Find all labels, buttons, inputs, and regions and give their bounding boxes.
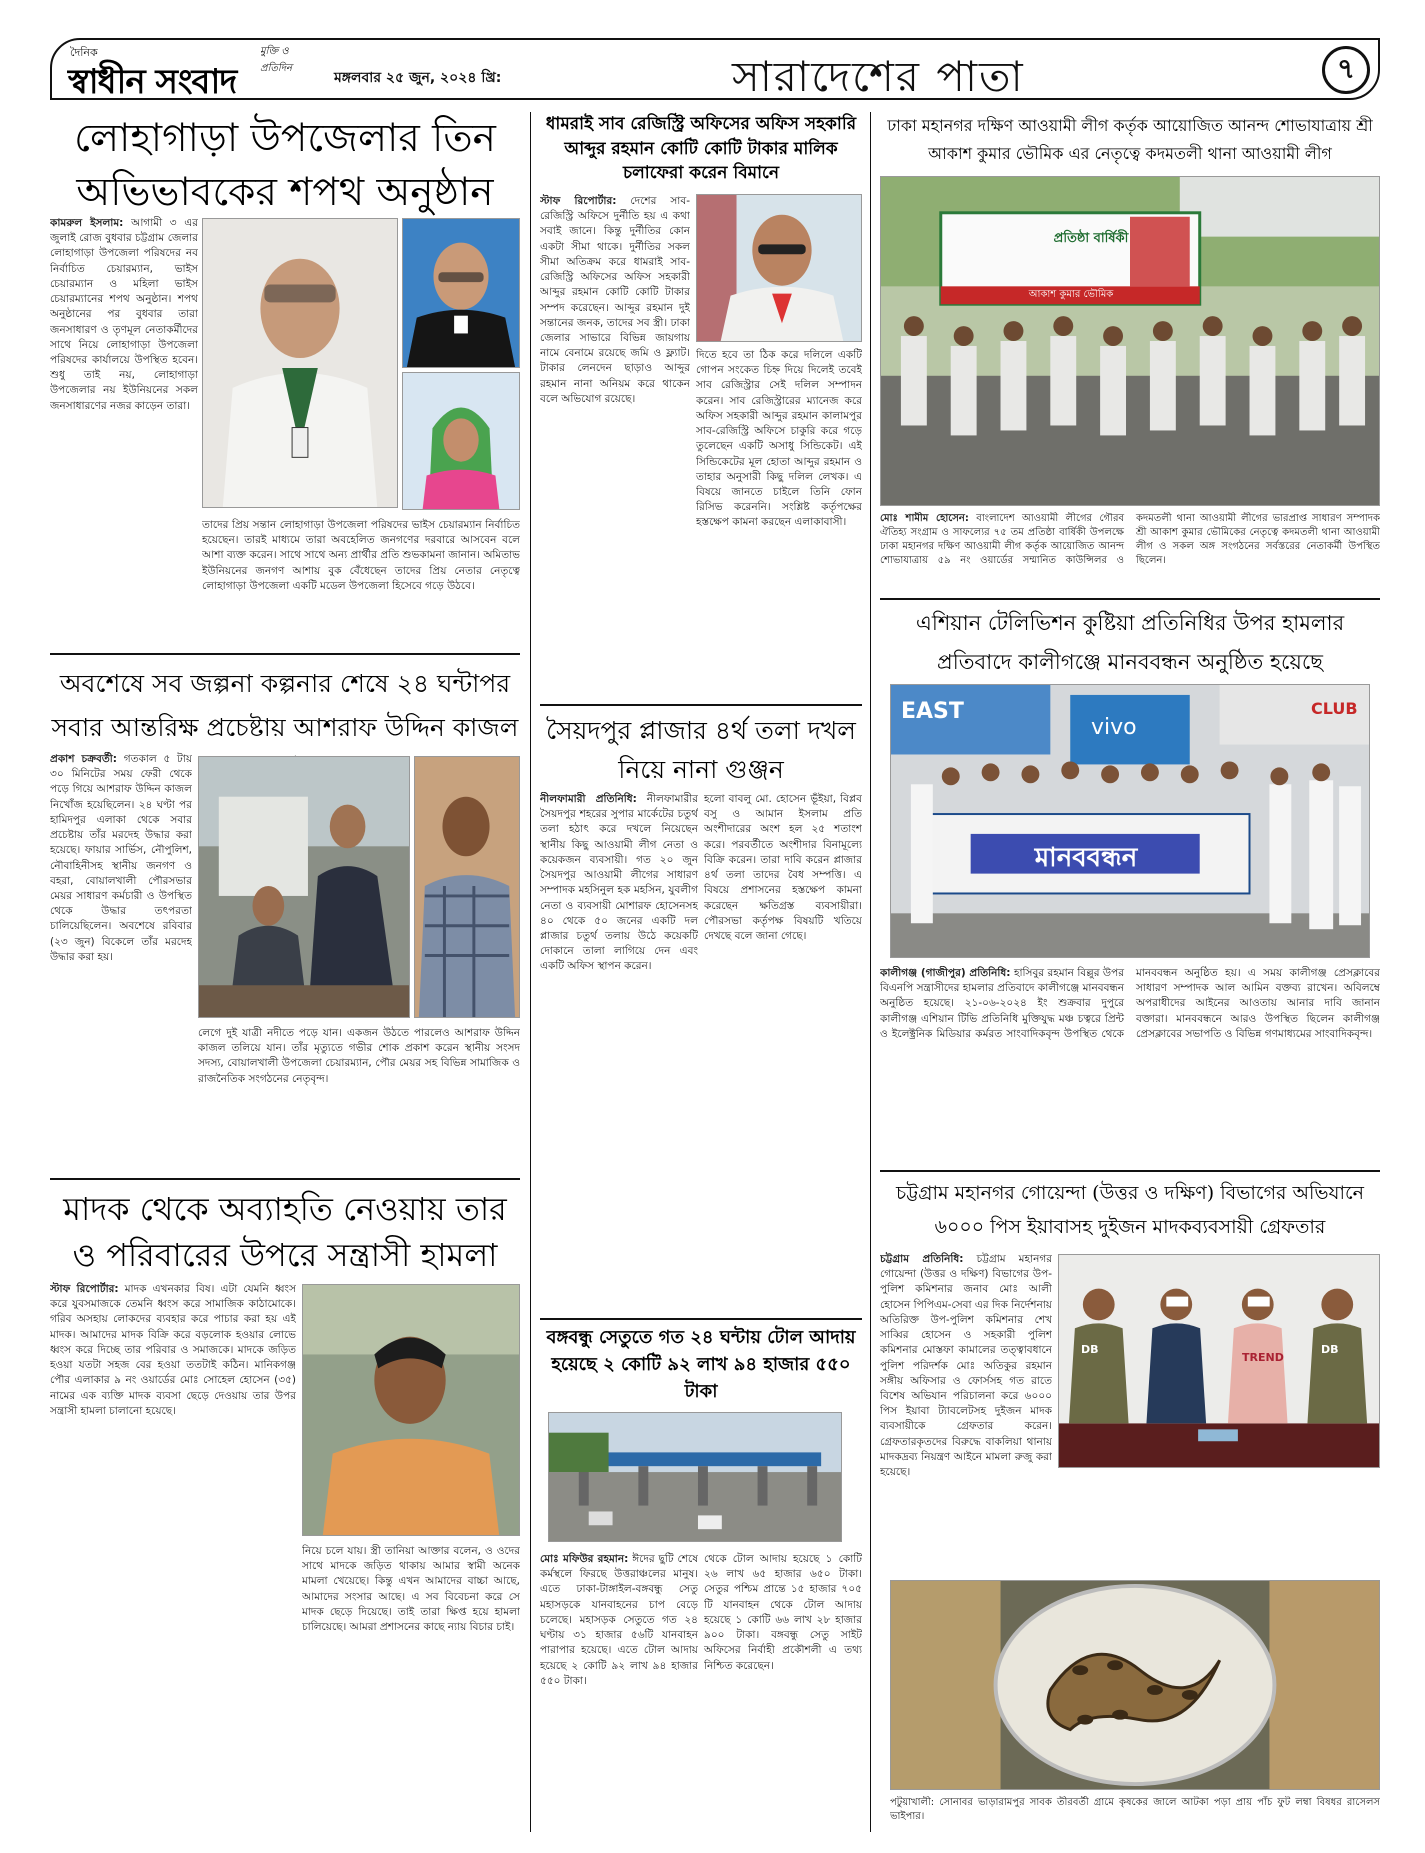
article-byline: স্টাফ রিপোর্টার: [540, 195, 617, 207]
article-text: গতকাল ৫ টায় ৩০ মিনিটের সময় ফেরী থেকে পড়ে গিয়ে আশরাফ উদ্দিন কাজল নিখোঁজ হয়েছিলেন। ২৪ ঘণ্টা পর হামিদপুর এলাকা থেকে সবার প্রচেষ্টায় তাঁর মরদেহ উদ্ধার করা হয়েছে। ফায়ার সার্ভিস, নৌপুলিশ, নৌবাহিনীসহ স্থানীয় জনগণ ও বহরা, বোয়ালখালী পৌরসভার মেয়র সাধারণ কর্মচারী ও উপস্থিত থেকে উদ্ধার তৎপরতা চালিয়েছিলেন। অবশেষে রবিবার (২৩ জুন) বিকেলে তাঁর মরদেহ উদ্ধার করা হয়। [50, 753, 192, 963]
article-headline[interactable]: ধামরাই সাব রেজিস্ট্রি অফিসের অফিস সহকারি আব্দুর রহমান কোটি কোটি টাকার মালিক চলাফেরা করেন বিমানে [545, 114, 857, 184]
article-body-continued: দিতে হবে তা ঠিক করে দলিলে একটি গোপন সংকেত চিহ্ন দিয়ে দিলেই তবেই সাব রেজিস্ট্রার সেই দলিল সম্পাদন করেন। সাব রেজিস্ট্রারের ম্যানেজ করে অফিস সহকারী আব্দুর রহমান কালামপুর সাব-রেজিস্ট্রি অফিসে চাকুরি করে গড়ে তুলেছেন একটি অসাধু সিন্ডিকেট। এই সিন্ডিকেটের মূল হোতা আব্দুর রহমান ও তাহার অনুসারী কিছু দলিল লেখক। এ বিষয়ে জানতে চাইলে তিনি ফোন রিসিভ করেননি। সংশ্লিষ্ট কর্তৃপক্ষের হস্তক্ষেপ কামনা করছেন এলাকাবাসী। [696, 349, 862, 529]
human-chain-photo [890, 684, 1370, 958]
page-number-badge: ৭ [1322, 46, 1370, 94]
article-body-continued: লেগে দুই যাত্রী নদীতে পড়ে যান। একজন উঠতে পারলেও আশরাফ উদ্দিন কাজল তলিয়ে যান। তাঁর মৃত্যুতে গভীর শোক প্রকাশ করেন স্থানীয় সংসদ সদস্য, বোয়ালখালী উপজেলা চেয়ারম্যান, পৌর মেয়র সহ বিভিন্ন সামাজিক ও রাজনৈতিক সংগঠনের নেতৃবৃন্দ। [198, 1027, 520, 1085]
article-headline[interactable]: এশিয়ান টেলিভিশন কুষ্টিয়া প্রতিনিধির উপর হামলার প্রতিবাদে কালীগঞ্জে মানববন্ধন অনুষ্ঠিত হয়েছে [915, 611, 1345, 674]
section-rule [540, 1318, 862, 1320]
article-body [880, 1252, 1052, 1564]
article-body [540, 1552, 698, 1832]
article-lohagara [50, 112, 520, 220]
portrait-photo [402, 218, 520, 368]
storefront-sign: vivo [1091, 715, 1137, 740]
column-divider [870, 112, 871, 1832]
article-body-continued: হলো বাবলু মো. হোসেন ভূঁইয়া, বিপ্লব বসু ও আমান ইসলাম প্রতি অংশীদারের অংশ হল ২৫ শতাংশ করে। পরবর্তীতে অংশীদার বিনামূল্যে বিক্রি করেন। তারা দাবি করেন প্লাজার ৪র্থ তলা তাদের বৈধ সম্পত্তি। এ বিষয়ে প্রশাসনের হস্তক্ষেপ কামনা করেছেন ক্ষতিগ্রস্ত ব্যবসায়ীরা। পৌরসভা কর্তৃপক্ষ বিষয়টি খতিয়ে দেখছে বলে জানা গেছে। [704, 793, 862, 942]
article-body [50, 216, 198, 646]
article-headline[interactable]: বঙ্গবন্ধু সেতুতে গত ২৪ ঘন্টায় টোল আদায় হয়েছে ২ কোটি ৯২ লাখ ৯৪ হাজার ৫৫০ টাকা [546, 1327, 856, 1402]
article-body [540, 194, 690, 694]
rescue-photo [198, 756, 410, 1018]
article-byline: স্টাফ রিপোর্টার: [50, 1283, 119, 1295]
section-rule [540, 704, 862, 706]
banner-text: প্রতিষ্ঠা বার্ষিকী [1053, 231, 1129, 246]
section-rule [880, 598, 1380, 600]
article-text: ঈদের ছুটি শেষে কর্মস্থলে ফিরছে উত্তরাঞ্চলের মানুষ। এতে ঢাকা-টাঙ্গাইল-বঙ্গবন্ধু সেতু মহাসড়কে যানবাহনের চাপ বেড়ে চলেছে। মহাসড়ক সেতুতে গত ২৪ ঘণ্টায় ৩১ হাজার ৫৬টি যানবাহন পারাপার হয়েছে। এতে টোল আদায় হয়েছে ২ কোটি ৯২ লাখ ৯৪ হাজার ৫৫০ টাকা। [540, 1553, 698, 1687]
article-text: মাদক এখনকার বিষ। এটা যেমনি ধ্বংস করে যুবসমাজকে তেমনি ধ্বংস করে সামাজিক কাঠামোকে। গরিব অসহায় লোকদের ব্যবহার করে পাচার করা হয় এই মাদক। আমাদের মাদক বিক্রি করে বড়লোক হওয়ার লোভে ধ্বংস করে দিচ্ছে তার পরিবার ও সমাজকে। মাদকে জড়িত হওয়া যতটা সহজ বের হওয়া ততটাই কঠিন। মানিকগঞ্জ পৌর এলাকার ৯ নং ওয়ার্ডের মোঃ সোহেল হোসেন (৩৫) নামের এক ব্যক্তি মাদক ব্যবসা ছেড়ে দেওয়ায় তার উপর সন্ত্রাসী হামলা চালানো হয়েছে। [50, 1283, 296, 1417]
article-bridge-toll [540, 1324, 862, 1405]
logo-text: স্বাধীন সংবাদ [68, 62, 237, 102]
article-body [50, 1282, 296, 1832]
column-divider [530, 112, 531, 1832]
article-body [50, 752, 192, 1172]
photo-caption [880, 512, 1380, 592]
photo-caption: পটুয়াখালী: সোনাবর ভাড়ারামপুর সাবক তীরবর্তী গ্রামে কৃষকের জালে আটকা পড়া প্রায় পাঁচ ফুট লম্বা বিষধর রাসেলস ভাইপার। [890, 1797, 1380, 1822]
section-rule [880, 1170, 1380, 1172]
article-body [880, 966, 1380, 1162]
article-byline: কালীগঞ্জ (গাজীপুর) প্রতিনিধি: [880, 967, 1011, 979]
article-body-continued: থেকে টোল আদায় হয়েছে ১ কোটি ২৬ লাখ ৬৫ হাজার ৬৫০ টাকা। সেতুর পশ্চিম প্রান্তে ১৫ হাজার ৭০৫ টি যানবাহন থেকে টোল আদায় হয়েছে ১ কোটি ৬৬ লাখ ২৮ হাজার ৯০০ টাকা। বঙ্গবন্ধু সেতু সাইট অফিসের নির্বাহী প্রকৌশলী এ তথ্য নিশ্চিত করেছেন। [704, 1553, 862, 1672]
portrait-photo [402, 372, 520, 510]
article-text: দেশের সাব-রেজিস্ট্রি অফিসে দুর্নীতি হয় এ কথা সবাই জানে। কিন্তু দুর্নীতির কোন একটা সীমা থাকে। দুর্নীতির সকল সীমা অতিক্রম করে ধামরাই সাব-রেজিস্ট্রি অফিসের অফিস সহকারী আব্দুর রহমান কোটি কোটি টাকার সম্পদ করেছেন। আব্দুর রহমান দুই সন্তানের জনক, তাদের সব স্ত্রী। ঢাকা জেলার সাভারে বিভিন্ন জায়গায় নামে বেনামে রয়েছে জমি ও ফ্ল্যাট। টাকার লেনদেন ছাড়াও আব্দুর রহমান নানা অনিয়ম করে থাকেন বলে অভিযোগ রয়েছে। [540, 195, 690, 405]
article-headline[interactable]: মাদক থেকে অব্যাহতি নেওয়ায় তার ও পরিবারের উপরে সন্ত্রাসী হামলা [63, 1190, 507, 1275]
logo-small-label: দৈনিক [70, 46, 98, 59]
article-text: আগামী ৩ এর জুলাই রোজ বুধবার চট্টগ্রাম জেলার লোহাগাড়া উপজেলা পরিষদের নব নির্বাচিত চেয়ারম্যান, ভাইস চেয়ারম্যান ও মহিলা ভাইস চেয়ারম্যানের শপথ অনুষ্ঠান। শপথ অনুষ্ঠানের পর বুধবার তারা জনসাধারণ ও তৃণমূল নেতাকর্মীদের সাথে নিয়ে লোহাগাড়া উপজেলা পরিষদের কার্যালয়ে উপস্থিত হবেন। শুধু তাই নয়, লোহাগাড়া উপজেলার নয় ইউনিয়নের সকল জনসাধারণের নজর কাড়েন তারা। [50, 217, 198, 412]
article-byline: নীলফামারী প্রতিনিধি: [540, 793, 637, 805]
article-body-continued: তাদের প্রিয় সন্তান লোহাগাড়া উপজেলা পরিষদের ভাইস চেয়ারম্যান নির্বাচিত হয়েছেন। তারই মাধ্যমে তারা অবহেলিত জনগণের দরবারে আসবেন বলে আশা ব্যক্ত করেন। সাথে সাথে অন্য প্রার্থীর প্রতি শুভকামনা জানান। অমিতাভ ইউনিয়নের জনগণ আশায় বুক বেঁধেছেন তাদের প্রিয় নেতার নেতৃত্বে লোহাগাড়া উপজেলা একটি মডেল উপজেলা হিসেবে গড়ে উঠবে। [202, 519, 520, 592]
article-headline[interactable]: ঢাকা মহানগর দক্ষিণ আওয়ামী লীগ কর্তৃক আয়োজিত আনন্দ শোভাযাত্রায় শ্রী আকাশ কুমার ভৌমিক এর নেতৃত্বে কদমতলী থানা আওয়ামী লীগ [887, 116, 1373, 163]
storefront-sign: EAST [901, 699, 964, 724]
section-rule [50, 653, 520, 655]
article-byline: চট্টগ্রাম প্রতিনিধি: [880, 1253, 964, 1265]
toll-plaza-photo [548, 1412, 842, 1542]
article-headline[interactable]: চট্টগ্রাম মহানগর গোয়েন্দা (উত্তর ও দক্ষিণ) বিভাগের অভিযানে ৬০০০ পিস ইয়াবাসহ দুইজন মাদকব্যবসায়ী গ্রেফতার [896, 1182, 1364, 1239]
newspaper-logo[interactable] [62, 42, 322, 102]
article-human-chain [880, 604, 1380, 682]
article-saidpur [540, 712, 862, 790]
article-text: হাসিবুর রহমান বিল্লুর উপর বিএনপি সন্ত্রাসীদের হামলার প্রতিবাদে কালীগঞ্জে মানববন্ধন অনুষ্ঠিত হয়েছে। ২১-০৬-২০২৪ ইং শুক্রবার দুপুরে কালীগঞ্জ এশিয়ান টিভি প্রতিনিধি মুক্তিযুদ্ধ মঞ্চ চত্বরে প্রিন্ট ও ইলেক্ট্রনিক মিডিয়ার কর্মরত সাংবাদিকবৃন্দ উপস্থিত থেকে মানববন্ধন অনুষ্ঠিত হয়। এ সময় কালীগঞ্জ প্রেসক্লাবের সাধারণ সম্পাদক আল আমিন বক্তব্য রাখেন। অবিলম্বে অপরাধীদের আইনের আওতায় আনার দাবি জানান বক্তারা। মানববন্ধনে আরও উপস্থিত ছিলেন কালীগঞ্জ প্রেসক্লাবের সভাপতি ও বিভিন্ন গণমাধ্যমের সাংবাদিকবৃন্দ। [880, 967, 1380, 1040]
masthead [50, 38, 1380, 100]
portrait-photo [696, 194, 862, 342]
article-rally [880, 112, 1380, 168]
arrest-photo [1058, 1254, 1380, 1468]
caption-text: বাংলাদেশ আওয়ামী লীগের গৌরব ঐতিহ্য সংগ্রাম ও সাফল্যের ৭৫ তম প্রতিষ্ঠা বার্ষিকী উপলক্ষে ঢাকা মহানগর দক্ষিণ আওয়ামী লীগ কর্তৃক আয়োজিত আনন্দ শোভাযাত্রায় ৫৯ নং ওয়ার্ডের সম্মানিত কাউন্সিলর ও কদমতলী থানা আওয়ামী লীগের ভারপ্রাপ্ত সাধারণ সম্পাদক শ্রী আকাশ কুমার ভৌমিকের নেতৃত্বে কদমতলী থানা আওয়ামী লীগ ও সকল অঙ্গ সংগঠনের সর্বস্তরের নেতাকর্মী উপস্থিত ছিলেন। [880, 513, 1380, 566]
article-headline[interactable]: সৈয়দপুর প্লাজার ৪র্থ তলা দখল নিয়ে নানা গুঞ্জন [546, 716, 856, 784]
article-byline: কামরুল ইসলাম: [50, 217, 124, 229]
portrait-photo [414, 756, 520, 1018]
article-body-continued: নিয়ে চলে যায়। স্ত্রী তানিয়া আক্তার বলেন, ও ওদের সাথে মাদকে জড়িত থাকায় আমার স্বামী অনেক মামলা খেয়েছে। কিন্তু এখন আমাদের বাচ্চা আছে, আমাদের সংসার আছে। এ সব বিবেচনা করে সে মাদক ছেড়ে দিয়েছে। তাই তারা ক্ষিপ্ত হয়ে হামলা চালিয়েছে। আমরা প্রশাসনের কাছে ন্যায় বিচার চাই। [302, 1545, 520, 1634]
article-dhamrai [540, 112, 862, 186]
shirt-text: TREND [1242, 1351, 1284, 1364]
article-headline[interactable]: লোহাগাড়া উপজেলার তিন অভিভাবকের শপথ অনুষ্ঠান [74, 116, 496, 215]
victim-photo [302, 1284, 520, 1536]
caption-byline: মোঃ শামীম হোসেন: [880, 513, 969, 524]
article-text: চট্টগ্রাম মহানগর গোয়েন্দা (উত্তর ও দক্ষিণ) বিভাগের উপ-পুলিশ কমিশনার জনাব মোঃ আলী হোসেন পিপিএম-সেবা এর দিক নির্দেশনায় অতিরিক্ত উপ-পুলিশ কমিশনার শেখ সাব্বির হোসেন ও সহকারী পুলিশ কমিশনার মোস্তফা কামালের তত্ত্বাবধানে পুলিশ পরিদর্শক মোঃ অতিকুর রহমান সঙ্গীয় অফিসার ও ফোর্সসহ গত রাতে বিশেষ অভিযান পরিচালনা করে ৬০০০ পিস ইয়াবা ট্যাবলেটসহ দুইজন মাদক ব্যবসায়ীকে গ্রেফতার করেন। গ্রেফতারকৃতদের বিরুদ্ধে বাকলিয়া থানায় মাদকদ্রব্য নিয়ন্ত্রণ আইনে মামলা রুজু করা হয়েছে। [880, 1253, 1052, 1479]
db-badge: DB [1321, 1343, 1339, 1356]
article-drug-attack [50, 1186, 520, 1279]
snake-photo [890, 1580, 1380, 1790]
article-byline: মোঃ মফিউর রহমান: [540, 1553, 629, 1565]
banner-name: আকাশ কুমার ভৌমিক [1028, 289, 1114, 300]
rally-photo [880, 176, 1380, 506]
article-headline[interactable]: অবশেষে সব জল্পনা কল্পনার শেষে ২৪ ঘন্টাপর সবার আন্তরিক্ষ প্রচেষ্টায় আশরাফ উদ্দিন কাজল [51, 669, 519, 742]
publication-date: মঙ্গলবার ২৫ জুন, ২০২৪ খ্রি: [334, 70, 502, 86]
section-title: সারাদেশের পাতা [732, 52, 1025, 101]
article-body [540, 792, 698, 1310]
article-yaba-arrest [880, 1176, 1380, 1244]
article-byline: প্রকাশ চক্রবর্তী: [50, 753, 117, 765]
article-text: নীলফামারীর সৈয়দপুর শহরের সুপার মার্কেটের চতুর্থ তলা হঠাৎ করে দখলে নিয়েছেন স্থানীয় কিছু আওয়ামী লীগ নেতা ও কয়েকজন ব্যবসায়ী। গত ২০ জুন সৈয়দপুর আওয়ামী লীগের সাধারণ সম্পাদক মহসিনুল হক মহসিন, যুবলীগ নেতা ও ব্যবসায়ী মোশারফ হোসেনসহ ৪০ থেকে ৫০ জনের একটি দল প্লাজার চতুর্থ তলায় উঠে কয়েকটি দোকানে তালা লাগিয়ে দেন এবং একটি অফিস স্থাপন করেন। [540, 793, 698, 973]
db-badge: DB [1081, 1343, 1099, 1356]
banner-text: মানববন্ধন [1034, 843, 1138, 873]
storefront-sign: CLUB [1311, 699, 1358, 718]
portrait-photo [202, 218, 398, 508]
logo-tagline: মুক্তি ও প্রতিদিন [260, 46, 292, 74]
section-rule [50, 1178, 520, 1180]
